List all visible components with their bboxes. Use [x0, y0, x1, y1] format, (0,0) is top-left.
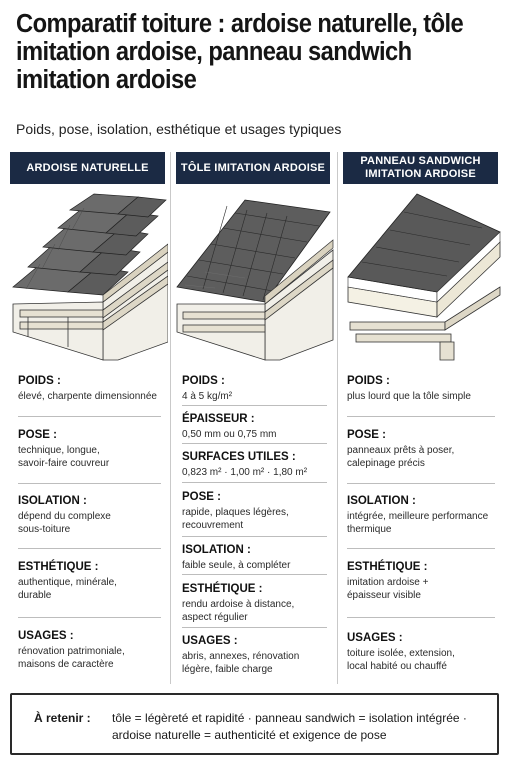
section-label: POSE : — [18, 429, 57, 441]
section-text: 4 à 5 kg/m² — [182, 391, 233, 402]
section-text: technique, longue, savoir-faire couvreur — [18, 445, 110, 469]
separator — [18, 548, 161, 549]
section-label: POIDS : — [182, 375, 225, 387]
section-text: imitation ardoise + épaisseur visible — [347, 577, 429, 601]
section-label: POSE : — [182, 491, 221, 503]
page-subtitle: Poids, pose, isolation, esthétique et usages typiques — [16, 121, 342, 137]
column-divider — [170, 152, 171, 684]
section-text: rendu ardoise à distance, aspect régulier — [182, 599, 295, 623]
metal-sheet-slate-roof-illustration — [175, 192, 335, 362]
separator — [347, 483, 495, 484]
separator — [18, 483, 161, 484]
summary-label: À retenir : — [34, 711, 91, 725]
separator — [182, 405, 327, 406]
section-label: SURFACES UTILES : — [182, 451, 296, 463]
section-text: rénovation patrimoniale, maisons de caractère — [18, 646, 125, 670]
column-header-panneau-sandwich — [343, 152, 498, 184]
section-label: ISOLATION : — [347, 495, 416, 507]
section-label: POIDS : — [18, 375, 61, 387]
section-poids — [347, 374, 502, 403]
section-pose — [347, 428, 502, 470]
section-label: POSE : — [347, 429, 386, 441]
section-text: 0,823 m² · 1,00 m² · 1,80 m² — [182, 467, 308, 478]
column-divider — [337, 152, 338, 684]
natural-slate-roof-illustration — [8, 192, 168, 362]
section-usages — [182, 634, 332, 676]
summary-line-2: ardoise naturelle = authenticité et exigence de pose — [112, 728, 387, 742]
section-text: 0,50 mm ou 0,75 mm — [182, 429, 277, 440]
separator — [18, 617, 161, 618]
section-text: authentique, minérale, durable — [18, 577, 117, 601]
section-isolation — [182, 543, 332, 572]
page-title: Comparatif toiture : ardoise naturelle, tôle imitation ardoise, panneau sandwich imitation ardoise — [16, 10, 464, 94]
section-text: toiture isolée, extension, local habité ou chauffé — [347, 648, 455, 672]
section-surfaces-utiles — [182, 450, 334, 479]
section-text: plus lourd que la tôle simple — [347, 391, 471, 402]
section-label: ÉPAISSEUR : — [182, 413, 255, 425]
section-usages — [347, 631, 502, 673]
section-esthetique — [18, 560, 163, 602]
section-label: ESTHÉTIQUE : — [182, 583, 263, 595]
separator — [18, 416, 161, 417]
section-text: faible seule, à compléter — [182, 560, 291, 571]
section-isolation — [347, 494, 507, 536]
section-text: élevé, charpente dimensionnée — [18, 391, 157, 402]
section-label: ISOLATION : — [182, 544, 251, 556]
section-text: rapide, plaques légères, recouvrement — [182, 507, 289, 531]
section-isolation — [18, 494, 163, 536]
section-label: ISOLATION : — [18, 495, 87, 507]
section-poids — [182, 374, 332, 403]
section-label: ESTHÉTIQUE : — [347, 561, 428, 573]
separator — [182, 536, 327, 537]
separator — [347, 617, 495, 618]
section-label: POIDS : — [347, 375, 390, 387]
section-pose — [18, 428, 163, 470]
section-pose — [182, 490, 332, 532]
section-label: ESTHÉTIQUE : — [18, 561, 99, 573]
section-esthetique — [182, 582, 332, 624]
separator — [347, 548, 495, 549]
section-poids — [18, 374, 163, 403]
section-text: dépend du complexe sous-toiture — [18, 511, 111, 535]
section-text: abris, annexes, rénovation légère, faible charge — [182, 651, 300, 675]
section-usages — [18, 629, 163, 671]
separator — [182, 627, 327, 628]
column-header-ardoise-naturelle: ARDOISE NATURELLE — [10, 152, 165, 184]
section-text: intégrée, meilleure performance thermique — [347, 511, 489, 535]
summary-box — [10, 693, 499, 755]
section-label: USAGES : — [347, 632, 403, 644]
column-header-tole-imitation-ardoise: TÔLE IMITATION ARDOISE — [176, 152, 330, 184]
section-esthetique — [347, 560, 502, 602]
sandwich-panel-roof-illustration — [342, 192, 502, 362]
separator — [182, 443, 327, 444]
separator — [182, 574, 327, 575]
separator — [347, 416, 495, 417]
section-label: USAGES : — [182, 635, 238, 647]
section-label: USAGES : — [18, 630, 74, 642]
section-epaisseur — [182, 412, 332, 441]
separator — [182, 482, 327, 483]
section-text: panneaux prêts à poser, calepinage précis — [347, 445, 455, 469]
column-header-panneau-sandwich-label: PANNEAU SANDWICH IMITATION ARDOISE — [360, 155, 481, 180]
summary-line-1: tôle = légèreté et rapidité · panneau sandwich = isolation intégrée · — [112, 711, 467, 725]
